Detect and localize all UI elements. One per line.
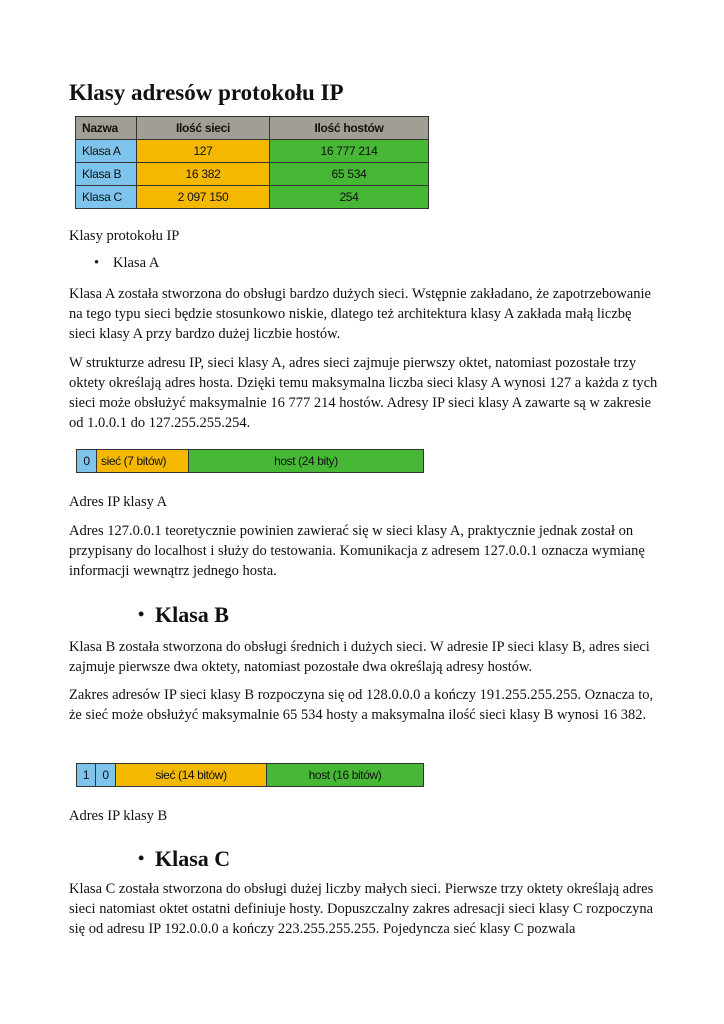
table-cell: 16 382 [137,163,270,186]
diagram-segment: host (24 bity) [189,450,423,472]
diagram-segment: 0 [77,450,97,472]
diagram-segment: host (16 bitów) [267,764,423,786]
paragraph: Adres 127.0.0.1 teoretycznie powinien zawierać się w sieci klasy A, praktycznie jednak został on przypisany do localhost i służy do testowania. Komunikacja z adresem 127.0.0.1 oznacza wymianę informacji wewnątrz jednego hosta. [69,523,645,579]
table-header-row [76,117,429,140]
figure-caption: Adres IP klasy A [69,494,168,510]
diagram-segment: 0 [96,764,116,786]
bullet-dot-icon: • [94,255,100,271]
table-row [76,186,429,209]
paragraph: Klasa B została stworzona do obsługi średnich i dużych sieci. W adresie IP sieci klasy B, adres sieci zajmuje pierwsze dwa oktety, natomiast pozostałe dwa określają adresy hostów. [69,639,650,675]
table-header: Ilość hostów [270,117,429,140]
table-header: Nazwa [76,117,137,140]
diagram-segment: 1 [77,764,96,786]
table-cell: Klasa B [76,163,137,186]
ip-classes-table [75,116,429,209]
section-heading [138,602,229,628]
paragraph: Klasa C została stworzona do obsługi dużej liczby małych sieci. Pierwsze trzy oktety określają adres sieci natomiast oktet ostatni definiuje hosty. Dopuszczalny zakres adresacji sieci klasy C rozpoczyna się od adresu IP 192.0.0.0 a kończy 223.255.255.255. Pojedyncza sieć klasy C pozwala [69,881,654,937]
diagram-segment: sieć (7 bitów) [97,450,189,472]
class-b-address-diagram [76,763,424,787]
section-heading-label: Klasa B [155,602,229,627]
paragraph: Zakres adresów IP sieci klasy B rozpoczyna się od 128.0.0.0 a kończy 191.255.255.255. Oznacza to, że sieć może obsłużyć maksymalnie 65 534 hosty a maksymalna ilość sieci klasy B wynosi 16 382. [69,687,654,723]
table-cell: 254 [270,186,429,209]
section-heading [138,846,230,872]
table-cell: 65 534 [270,163,429,186]
bullet-item [94,255,159,272]
table-cell: 127 [137,140,270,163]
table-row [76,140,429,163]
paragraph: W strukturze adresu IP, sieci klasy A, adres sieci zajmuje pierwszy oktet, natomiast pozostałe trzy oktety określają adres hosta. Dzięki temu maksymalna liczba sieci klasy A wynosi 127 a każda z tych sieci może obsłużyć maksymalnie 16 777 214 hostów. Adresy IP sieci klasy A zawarte są w zakresie od 1.0.0.1 do 127.255.255.254. [69,355,658,431]
figure-caption: Adres IP klasy B [69,808,168,824]
table-cell: 16 777 214 [270,140,429,163]
table-cell: Klasa C [76,186,137,209]
table-cell: Klasa A [76,140,137,163]
diagram-segment: sieć (14 bitów) [116,764,267,786]
bullet-dot-icon: • [138,604,145,624]
section-heading-label: Klasa C [155,846,231,871]
paragraph: Klasa A została stworzona do obsługi bardzo dużych sieci. Wstępnie zakładano, że zapotrzebowanie na tego typu sieci będzie stosunkowo niskie, dlatego też architektura klasy A zakłada małą liczbę sieci klasy A przy bardzo dużej liczbie hostów. [69,286,651,342]
table-header: Ilość sieci [137,117,270,140]
table-caption: Klasy protokołu IP [69,228,180,244]
table-cell: 2 097 150 [137,186,270,209]
page-title: Klasy adresów protokołu IP [69,80,344,105]
bullet-dot-icon: • [138,848,145,868]
bullet-label: Klasa A [113,255,160,271]
class-a-address-diagram [76,449,424,473]
table-row [76,163,429,186]
